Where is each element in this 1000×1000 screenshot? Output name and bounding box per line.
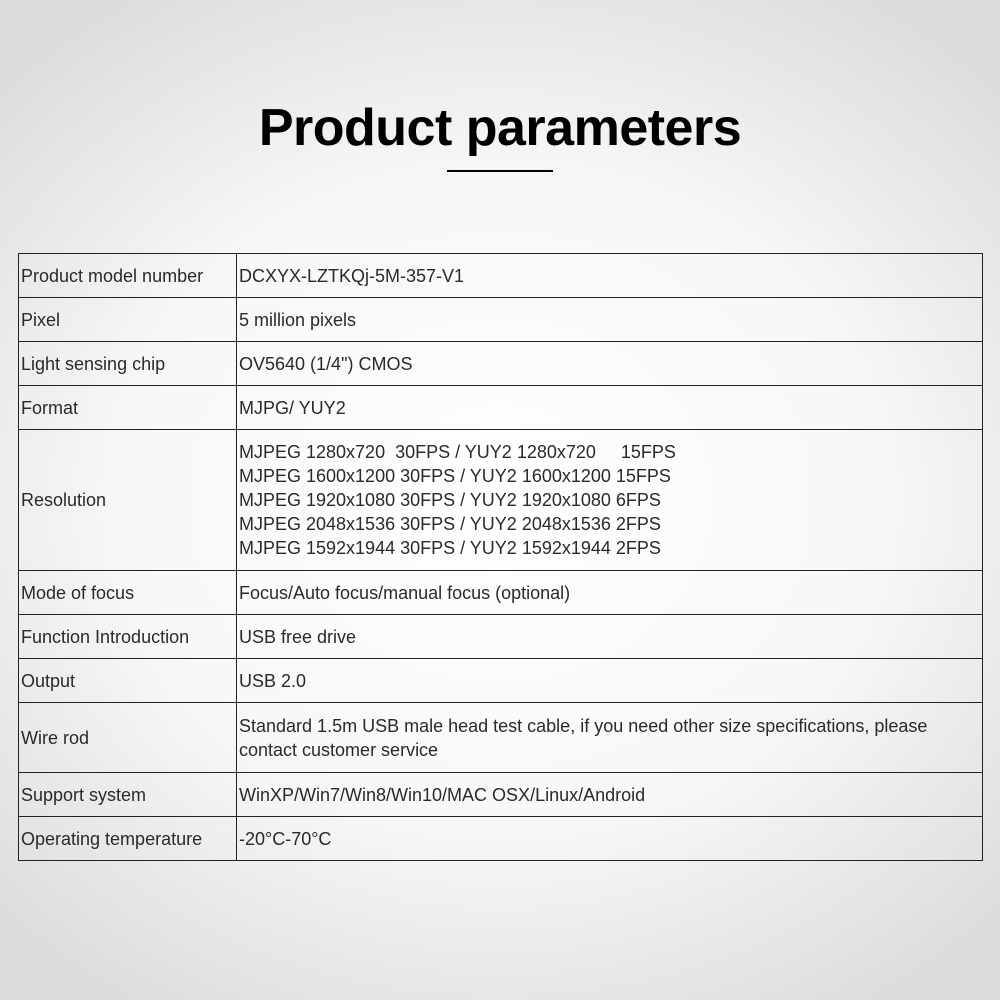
- resolution-line: MJPEG 2048x1536 30FPS / YUY2 2048x1536 2FPS: [239, 514, 661, 534]
- resolution-line: MJPEG 1280x720 30FPS / YUY2 1280x720 15FPS: [239, 442, 676, 462]
- table-row-model-number: [19, 254, 983, 298]
- title-underline: [447, 170, 553, 172]
- table-row-focus-mode: [19, 571, 983, 615]
- row-label: Function Introduction: [19, 615, 237, 659]
- row-value: [237, 430, 983, 571]
- row-value: 5 million pixels: [237, 298, 983, 342]
- row-value: DCXYX-LZTKQj-5M-357-V1: [237, 254, 983, 298]
- row-label: Output: [19, 659, 237, 703]
- table-row-output: [19, 659, 983, 703]
- row-value: USB free drive: [237, 615, 983, 659]
- row-value: -20°C-70°C: [237, 817, 983, 861]
- row-label: Resolution: [19, 430, 237, 571]
- row-value: OV5640 (1/4") CMOS: [237, 342, 983, 386]
- table-row-wire-rod: [19, 703, 983, 773]
- resolution-line: MJPEG 1920x1080 30FPS / YUY2 1920x1080 6FPS: [239, 490, 661, 510]
- row-value: WinXP/Win7/Win8/Win10/MAC OSX/Linux/Android: [237, 773, 983, 817]
- row-label: Operating temperature: [19, 817, 237, 861]
- row-value: MJPG/ YUY2: [237, 386, 983, 430]
- table-row-format: [19, 386, 983, 430]
- resolution-line: MJPEG 1592x1944 30FPS / YUY2 1592x1944 2FPS: [239, 538, 661, 558]
- resolution-line: MJPEG 1600x1200 30FPS / YUY2 1600x1200 15FPS: [239, 466, 671, 486]
- row-label: Format: [19, 386, 237, 430]
- row-label: Light sensing chip: [19, 342, 237, 386]
- row-value: Focus/Auto focus/manual focus (optional): [237, 571, 983, 615]
- row-value: Standard 1.5m USB male head test cable, if you need other size specifications, please contact customer service: [237, 703, 983, 773]
- row-label: Pixel: [19, 298, 237, 342]
- table-row-sensor-chip: [19, 342, 983, 386]
- table-row-function: [19, 615, 983, 659]
- page-title: Product parameters: [258, 99, 742, 157]
- table-row-resolution: [19, 430, 983, 571]
- row-label: Product model number: [19, 254, 237, 298]
- row-label: Mode of focus: [19, 571, 237, 615]
- table-row-operating-temperature: [19, 817, 983, 861]
- row-label: Wire rod: [19, 703, 237, 773]
- table-row-pixel: [19, 298, 983, 342]
- row-label: Support system: [19, 773, 237, 817]
- table-row-support-system: [19, 773, 983, 817]
- row-value: USB 2.0: [237, 659, 983, 703]
- product-parameters-table: [18, 253, 983, 861]
